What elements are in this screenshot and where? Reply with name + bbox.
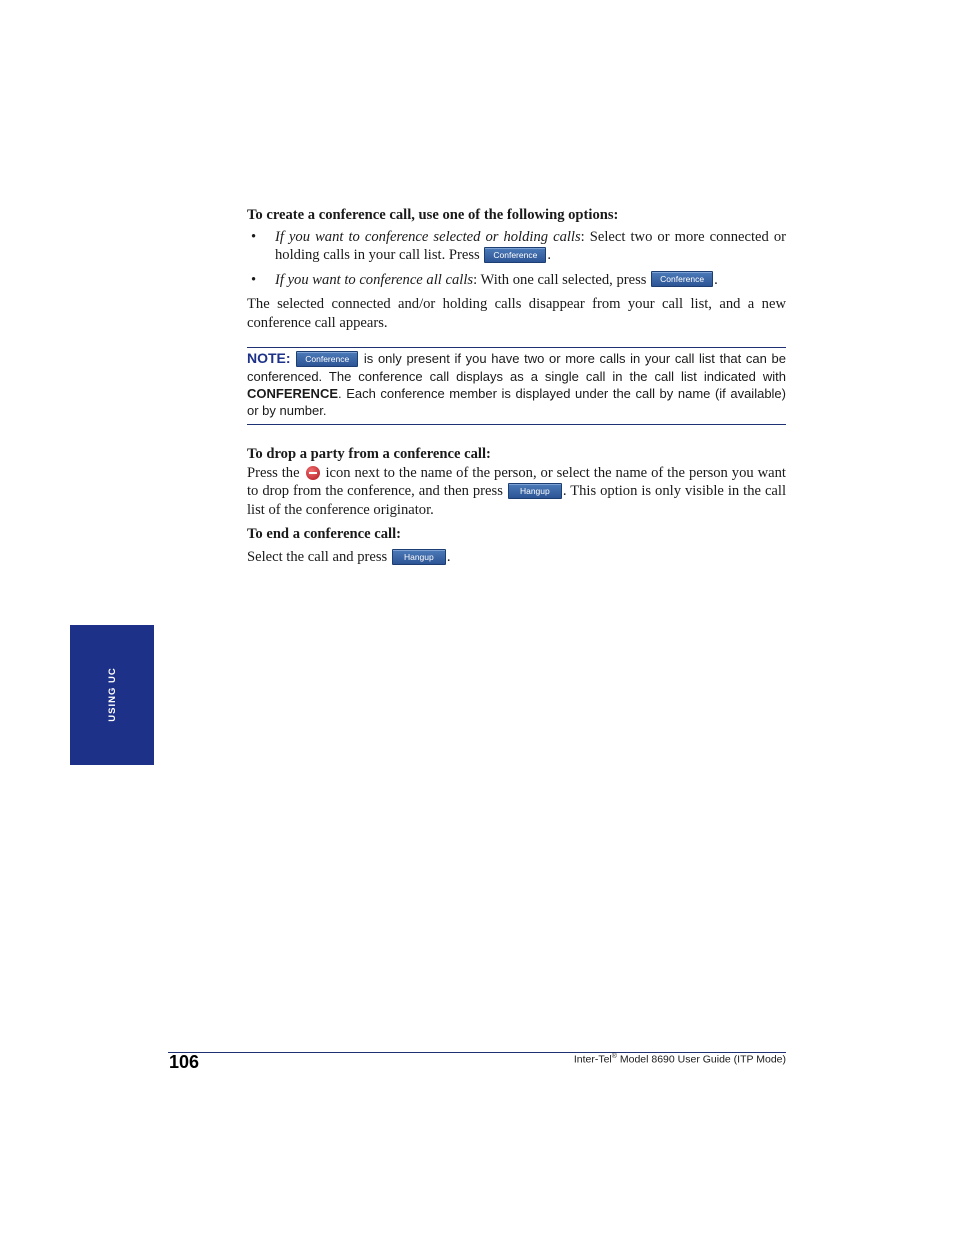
- section-side-tab: [70, 625, 154, 765]
- result-paragraph: The selected connected and/or holding calls disappear from your call list, and a new conference call appears.: [247, 296, 786, 331]
- registered-mark: ®: [611, 1053, 617, 1060]
- option-italic: If you want to conference selected or holding calls: [275, 228, 581, 245]
- drop-text-mid: icon next to the name of the person, or select the name of the person you want to drop from the conference, and then press: [247, 464, 786, 500]
- create-conference-heading: To create a conference call, use one of the following options:: [247, 207, 619, 223]
- option-text: : With one call selected, press: [473, 271, 651, 288]
- option-text-end: .: [714, 271, 718, 288]
- conference-button: Conference: [484, 247, 546, 263]
- drop-party-paragraph: [247, 464, 786, 520]
- end-conference-heading: To end a conference call:: [247, 526, 402, 543]
- hangup-button: Hangup: [392, 549, 446, 565]
- drop-text-end: . This option is only visible in the call list of the conference originator.: [247, 483, 787, 518]
- end-text: Select the call and press: [247, 548, 391, 565]
- note-text-end: . Each conference member is displayed under the call by name (if available) or by number.: [247, 385, 786, 419]
- bullet: •: [251, 228, 257, 245]
- footer-brand: Inter-Tel: [573, 1053, 612, 1066]
- page-number: 106: [169, 1052, 200, 1072]
- list-item: [247, 271, 786, 290]
- note-text: is only present if you have two or more calls in your call list that can be conferenced. The conference call displays as a single call in the call list indicated with: [247, 351, 786, 384]
- conference-options-list: [247, 228, 786, 290]
- conference-button: Conference: [651, 271, 713, 287]
- end-conference-paragraph: [247, 548, 786, 567]
- document-body: [247, 206, 786, 566]
- option-italic: If you want to conference all calls: [275, 271, 474, 288]
- note-label: NOTE:: [247, 350, 291, 366]
- conference-button: Conference: [296, 351, 358, 367]
- footer-guide-name: Model 8690 User Guide (ITP Mode): [616, 1053, 786, 1066]
- option-text: : Select two or more connected or holding calls in your call list. Press: [275, 228, 786, 263]
- end-text-end: .: [446, 548, 451, 565]
- footer-title: [574, 1053, 786, 1066]
- drop-party-heading: To drop a party from a conference call:: [247, 446, 491, 463]
- hangup-button: Hangup: [508, 483, 562, 499]
- note-box: [247, 347, 786, 425]
- note-bold: CONFERENCE: [247, 385, 339, 401]
- drop-text: Press the: [247, 464, 304, 481]
- option-text-end: .: [547, 247, 552, 263]
- list-item: [247, 228, 786, 265]
- bullet: •: [251, 271, 257, 288]
- side-tab-label: USING UC: [107, 667, 118, 722]
- drop-party-icon: [306, 466, 320, 480]
